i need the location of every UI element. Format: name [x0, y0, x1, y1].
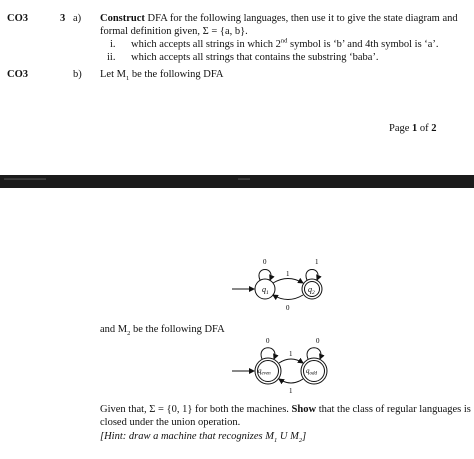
page-number-total: 2 [431, 123, 437, 134]
m2-qodd-loop-label: 0 [316, 338, 320, 345]
m1-state-q2-label: $q_2$ [308, 285, 315, 296]
m2-intro-pre: and M [100, 324, 128, 335]
hint-mid: U M [277, 431, 299, 442]
m2-edge-qeven-qodd-label: 1 [289, 350, 293, 358]
divider-ghost-mark-left: ▬▬▬▬▬▬▬ [4, 176, 46, 182]
m2-edge-qeven-qodd [279, 359, 303, 363]
part-b-label: b) [73, 69, 82, 80]
given-line-1-pre: Given that, Σ = {0, 1} for both the machines. [100, 404, 292, 415]
m2-qeven-self-loop [261, 348, 275, 359]
item-i-pre: which accepts all strings in which 2 [131, 39, 281, 50]
item-ii-marker: ii. [107, 52, 116, 63]
m2-edge-qodd-qeven [279, 379, 303, 383]
item-i-post: symbol is ‘b’ and 4th symbol is ‘a’. [287, 39, 439, 50]
item-i-text [131, 39, 439, 51]
m2-intro-sub: 2 [127, 330, 131, 338]
m1-q1-self-loop [259, 270, 271, 281]
show-keyword: Show [291, 404, 317, 415]
m2-state-qodd-label: $q_{odd}$ [306, 367, 317, 377]
part-a-label: a) [73, 13, 82, 24]
m1-edge-q2-q1-label: 0 [286, 304, 290, 312]
m2-qeven-loop-label: 0 [266, 338, 270, 345]
m1-edge-q1-q2 [273, 279, 303, 284]
m1-q2-loop-label: 1 [315, 258, 319, 266]
hint-sub-1: 1 [274, 437, 278, 445]
part-a-intro [100, 13, 458, 25]
m2-qodd-self-loop [307, 348, 321, 359]
page-divider [0, 175, 474, 188]
question-number: 3 [60, 13, 66, 24]
given-line-1 [100, 404, 471, 416]
m1-edge-q2-q1 [273, 295, 303, 300]
m2-intro-text [100, 324, 225, 336]
co-label-a: CO3 [7, 13, 28, 24]
let-m1-sub: 1 [125, 75, 130, 83]
page-number-current: 1 [412, 123, 418, 134]
let-m1-text [100, 69, 224, 81]
page-number [389, 123, 437, 135]
dfa-m1-diagram [230, 252, 340, 314]
hint-text [100, 431, 306, 443]
part-a-intro-text: DFA for the following languages, then use it to give the state diagram and [144, 13, 458, 24]
m1-q1-loop-label: 0 [263, 258, 267, 266]
item-i-marker: i. [110, 39, 116, 50]
m1-edge-q1-q2-label: 1 [286, 270, 290, 278]
dfa-m2-diagram [230, 338, 340, 396]
construct-keyword: Construct [100, 13, 145, 24]
let-m1-pre: Let M [100, 69, 126, 80]
m1-state-q1-label: $q_1$ [262, 285, 269, 296]
part-a-intro-line2: formal definition given, Σ = {a, b}. [100, 26, 248, 37]
page-number-mid: of [417, 123, 432, 134]
co-label-b: CO3 [7, 69, 28, 80]
m2-edge-qodd-qeven-label: 1 [289, 387, 293, 395]
given-line-2: closed under the union operation. [100, 417, 241, 428]
hint-pre: [Hint: draw a machine that recognizes M [100, 431, 275, 442]
divider-ghost-mark-center: ▬▬ [238, 176, 250, 182]
item-i-sup: nd [280, 37, 288, 45]
let-m1-post: be the following DFA [129, 69, 224, 80]
m2-intro-post: be the following DFA [130, 324, 225, 335]
hint-post: ] [302, 431, 307, 442]
given-line-1-post: that the class of regular languages is [316, 404, 471, 415]
m1-q2-self-loop [306, 270, 318, 281]
item-ii-text: which accepts all strings that contains the substring ‘baba’. [131, 52, 379, 63]
page-number-pre: Page [389, 123, 413, 134]
m2-state-qeven-label: $q_{even}$ [258, 367, 271, 377]
hint-sub-2: 2 [298, 437, 303, 445]
